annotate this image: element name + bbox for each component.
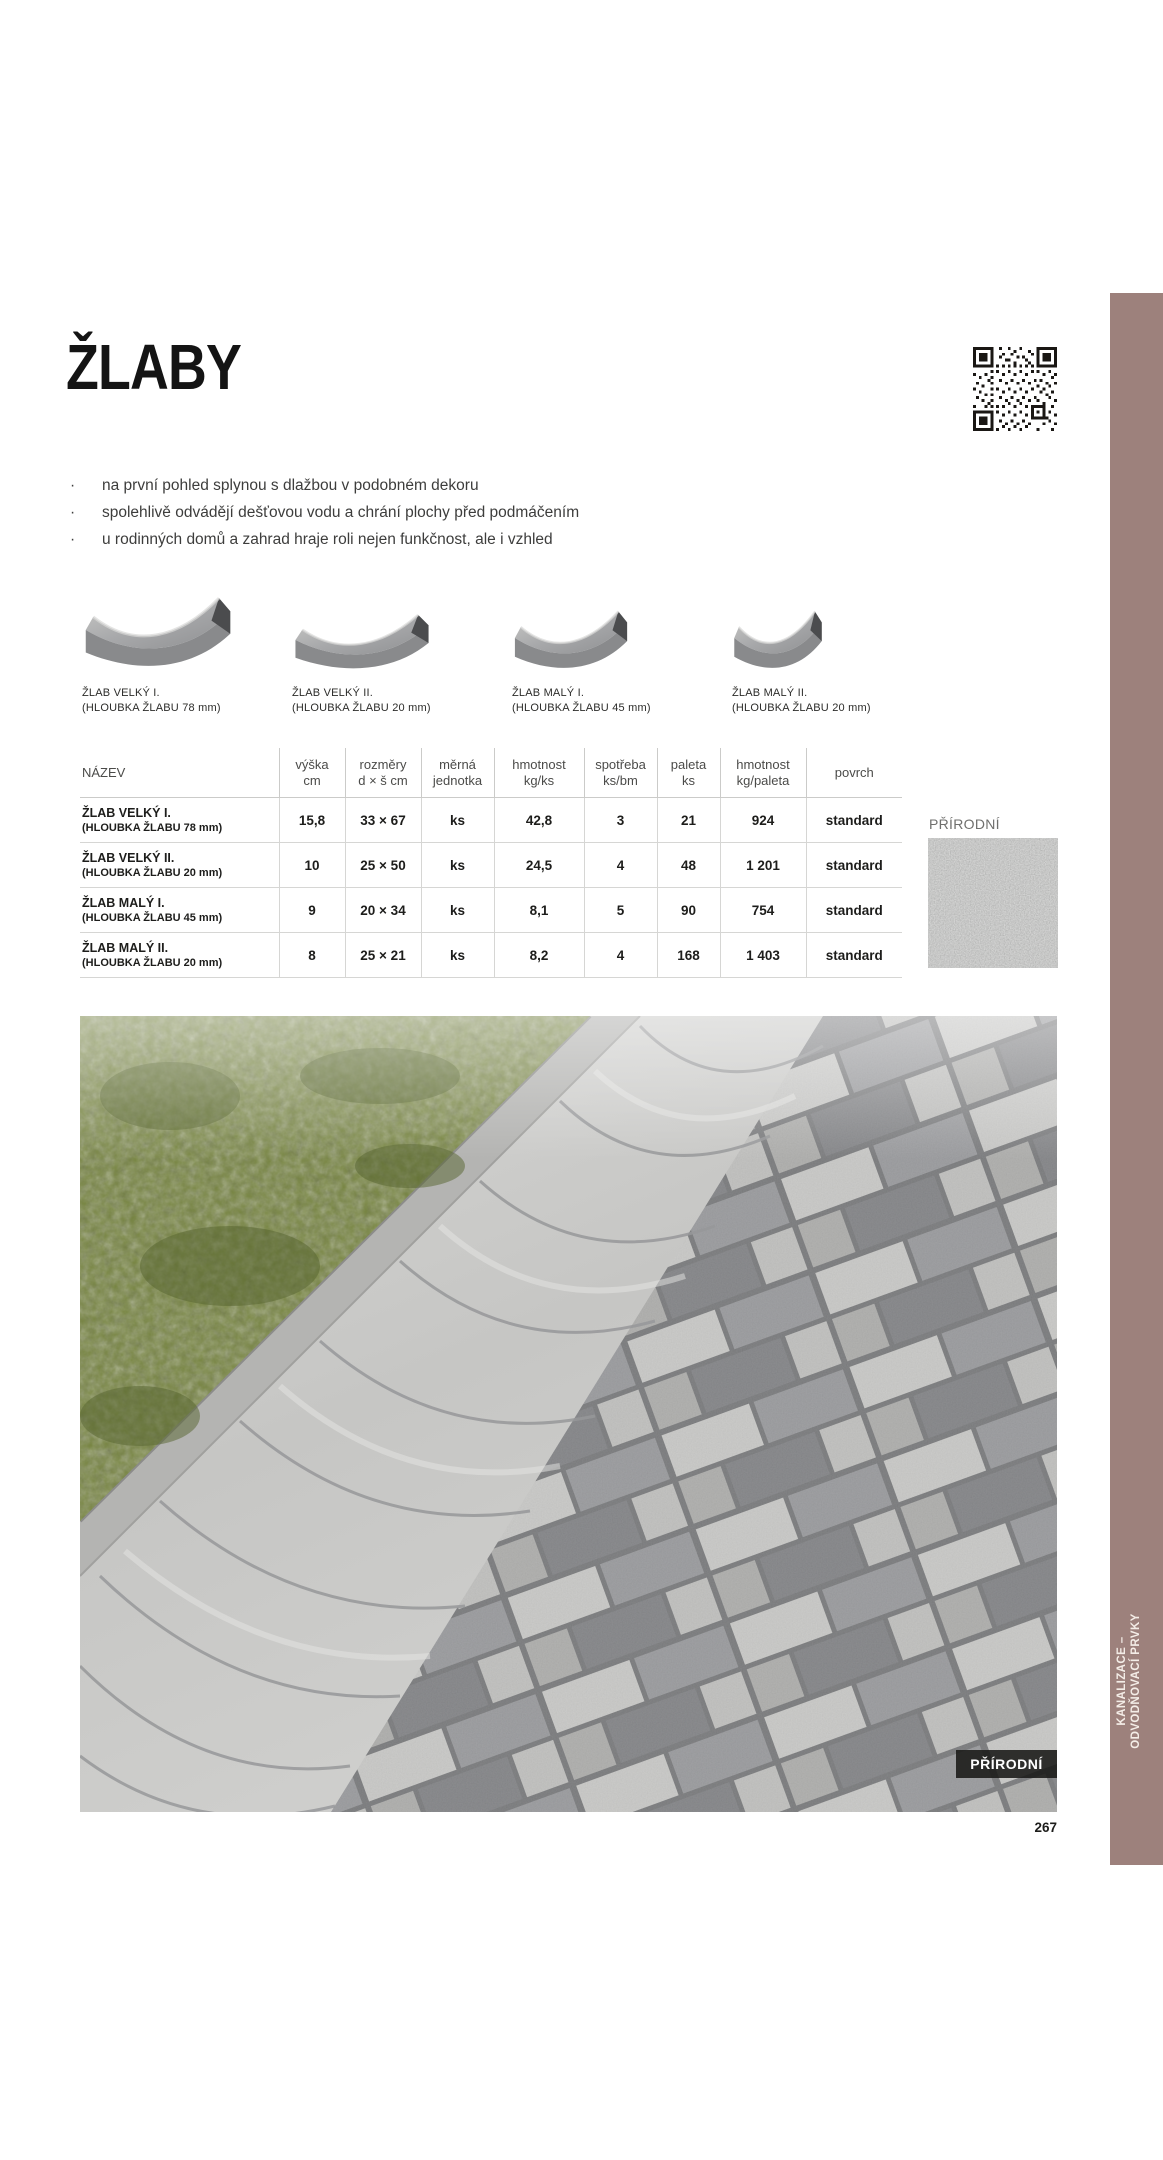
table-header-row	[80, 748, 902, 798]
hero-photo	[80, 1016, 1057, 1812]
cell-jednotka: ks	[421, 843, 494, 888]
cell-vyska: 8	[279, 933, 345, 978]
col-header-merna-jednotka: měrná jednotka	[421, 748, 494, 798]
cell-hmotnost-ks: 42,8	[494, 798, 584, 843]
product-name: ŽLAB MALÝ II.	[732, 687, 808, 699]
product-spec-table	[80, 748, 902, 978]
qr-code-icon[interactable]	[973, 347, 1057, 431]
col-header-paleta: paleta ks	[657, 748, 720, 798]
product-name: ŽLAB VELKÝ I.	[82, 687, 160, 699]
feature-text: u rodinných domů a zahrad hraje roli nejen funkčnost, ale i vzhled	[102, 531, 553, 548]
col-header-nazev: NÁZEV	[80, 748, 279, 798]
bullet-dot: ·	[70, 477, 76, 494]
product-thumb-zlab-velky-1	[82, 583, 272, 716]
cell-hmotnost-ks: 8,2	[494, 933, 584, 978]
section-label-line1: KANALIZACE –	[1116, 1636, 1128, 1726]
product-thumb-zlab-maly-2	[732, 583, 922, 716]
cell-paleta: 168	[657, 933, 720, 978]
row-note: (HLOUBKA ŽLABU 45 mm)	[82, 911, 223, 924]
col-header-spotreba: spotřeba ks/bm	[584, 748, 657, 798]
table-row	[80, 933, 902, 978]
feature-item	[66, 526, 786, 553]
row-name: ŽLAB MALÝ I.	[82, 895, 165, 910]
feature-list	[66, 472, 786, 553]
row-note: (HLOUBKA ŽLABU 20 mm)	[82, 956, 223, 969]
product-note: (HLOUBKA ŽLABU 20 mm)	[732, 702, 871, 714]
cell-jednotka: ks	[421, 798, 494, 843]
cell-rozmery: 33 × 67	[345, 798, 421, 843]
feature-text: na první pohled splynou s dlažbou v podobném dekoru	[102, 477, 479, 494]
row-note: (HLOUBKA ŽLABU 78 mm)	[82, 821, 223, 834]
cell-hmotnost-paleta: 1 403	[720, 933, 806, 978]
cell-jednotka: ks	[421, 888, 494, 933]
col-header-rozmery: rozměry d × š cm	[345, 748, 421, 798]
cell-hmotnost-ks: 24,5	[494, 843, 584, 888]
cell-hmotnost-paleta: 924	[720, 798, 806, 843]
cell-paleta: 21	[657, 798, 720, 843]
gutter-block-image	[292, 583, 482, 677]
bullet-dot: ·	[70, 504, 76, 521]
row-name: ŽLAB VELKÝ II.	[82, 850, 175, 865]
cell-jednotka: ks	[421, 933, 494, 978]
cell-vyska: 10	[279, 843, 345, 888]
surface-label: PŘÍRODNÍ	[929, 816, 1000, 832]
page-number: 267	[1034, 1820, 1057, 1835]
col-header-hmotnost-ks: hmotnost kg/ks	[494, 748, 584, 798]
row-note: (HLOUBKA ŽLABU 20 mm)	[82, 866, 223, 879]
gutter-block-image	[732, 583, 922, 677]
product-note: (HLOUBKA ŽLABU 45 mm)	[512, 702, 651, 714]
cell-spotreba: 4	[584, 843, 657, 888]
table-row	[80, 843, 902, 888]
cell-paleta: 90	[657, 888, 720, 933]
gutter-block-image	[82, 583, 272, 677]
product-thumb-zlab-velky-2	[292, 583, 482, 716]
cell-rozmery: 25 × 50	[345, 843, 421, 888]
cell-vyska: 15,8	[279, 798, 345, 843]
product-note: (HLOUBKA ŽLABU 20 mm)	[292, 702, 431, 714]
table-row	[80, 798, 902, 843]
cell-spotreba: 3	[584, 798, 657, 843]
feature-item	[66, 472, 786, 499]
row-name: ŽLAB MALÝ II.	[82, 940, 169, 955]
cell-hmotnost-paleta: 754	[720, 888, 806, 933]
col-header-vyska: výška cm	[279, 748, 345, 798]
section-label-line2: ODVODŇOVACÍ PRVKY	[1130, 1613, 1142, 1749]
bullet-dot: ·	[70, 531, 76, 548]
surface-swatch	[928, 838, 1058, 968]
page-title: ŽLABY	[66, 331, 241, 403]
product-name: ŽLAB VELKÝ II.	[292, 687, 374, 699]
cell-vyska: 9	[279, 888, 345, 933]
gutter-block-image	[512, 583, 702, 677]
cell-spotreba: 4	[584, 933, 657, 978]
cell-rozmery: 20 × 34	[345, 888, 421, 933]
cell-hmotnost-ks: 8,1	[494, 888, 584, 933]
cell-paleta: 48	[657, 843, 720, 888]
cell-hmotnost-paleta: 1 201	[720, 843, 806, 888]
cell-povrch: standard	[806, 798, 902, 843]
cell-rozmery: 25 × 21	[345, 933, 421, 978]
photo-surface-badge: PŘÍRODNÍ	[956, 1750, 1057, 1778]
product-name: ŽLAB MALÝ I.	[512, 687, 585, 699]
col-header-povrch: povrch	[806, 748, 902, 798]
product-thumb-zlab-maly-1	[512, 583, 702, 716]
cell-povrch: standard	[806, 843, 902, 888]
cell-povrch: standard	[806, 933, 902, 978]
table-row	[80, 888, 902, 933]
cell-spotreba: 5	[584, 888, 657, 933]
col-header-hmotnost-paleta: hmotnost kg/paleta	[720, 748, 806, 798]
feature-text: spolehlivě odvádějí dešťovou vodu a chrání plochy před podmáčením	[102, 504, 580, 521]
feature-item	[66, 499, 786, 526]
row-name: ŽLAB VELKÝ I.	[82, 805, 171, 820]
section-vertical-label	[1115, 1596, 1157, 1766]
cell-povrch: standard	[806, 888, 902, 933]
product-note: (HLOUBKA ŽLABU 78 mm)	[82, 702, 221, 714]
